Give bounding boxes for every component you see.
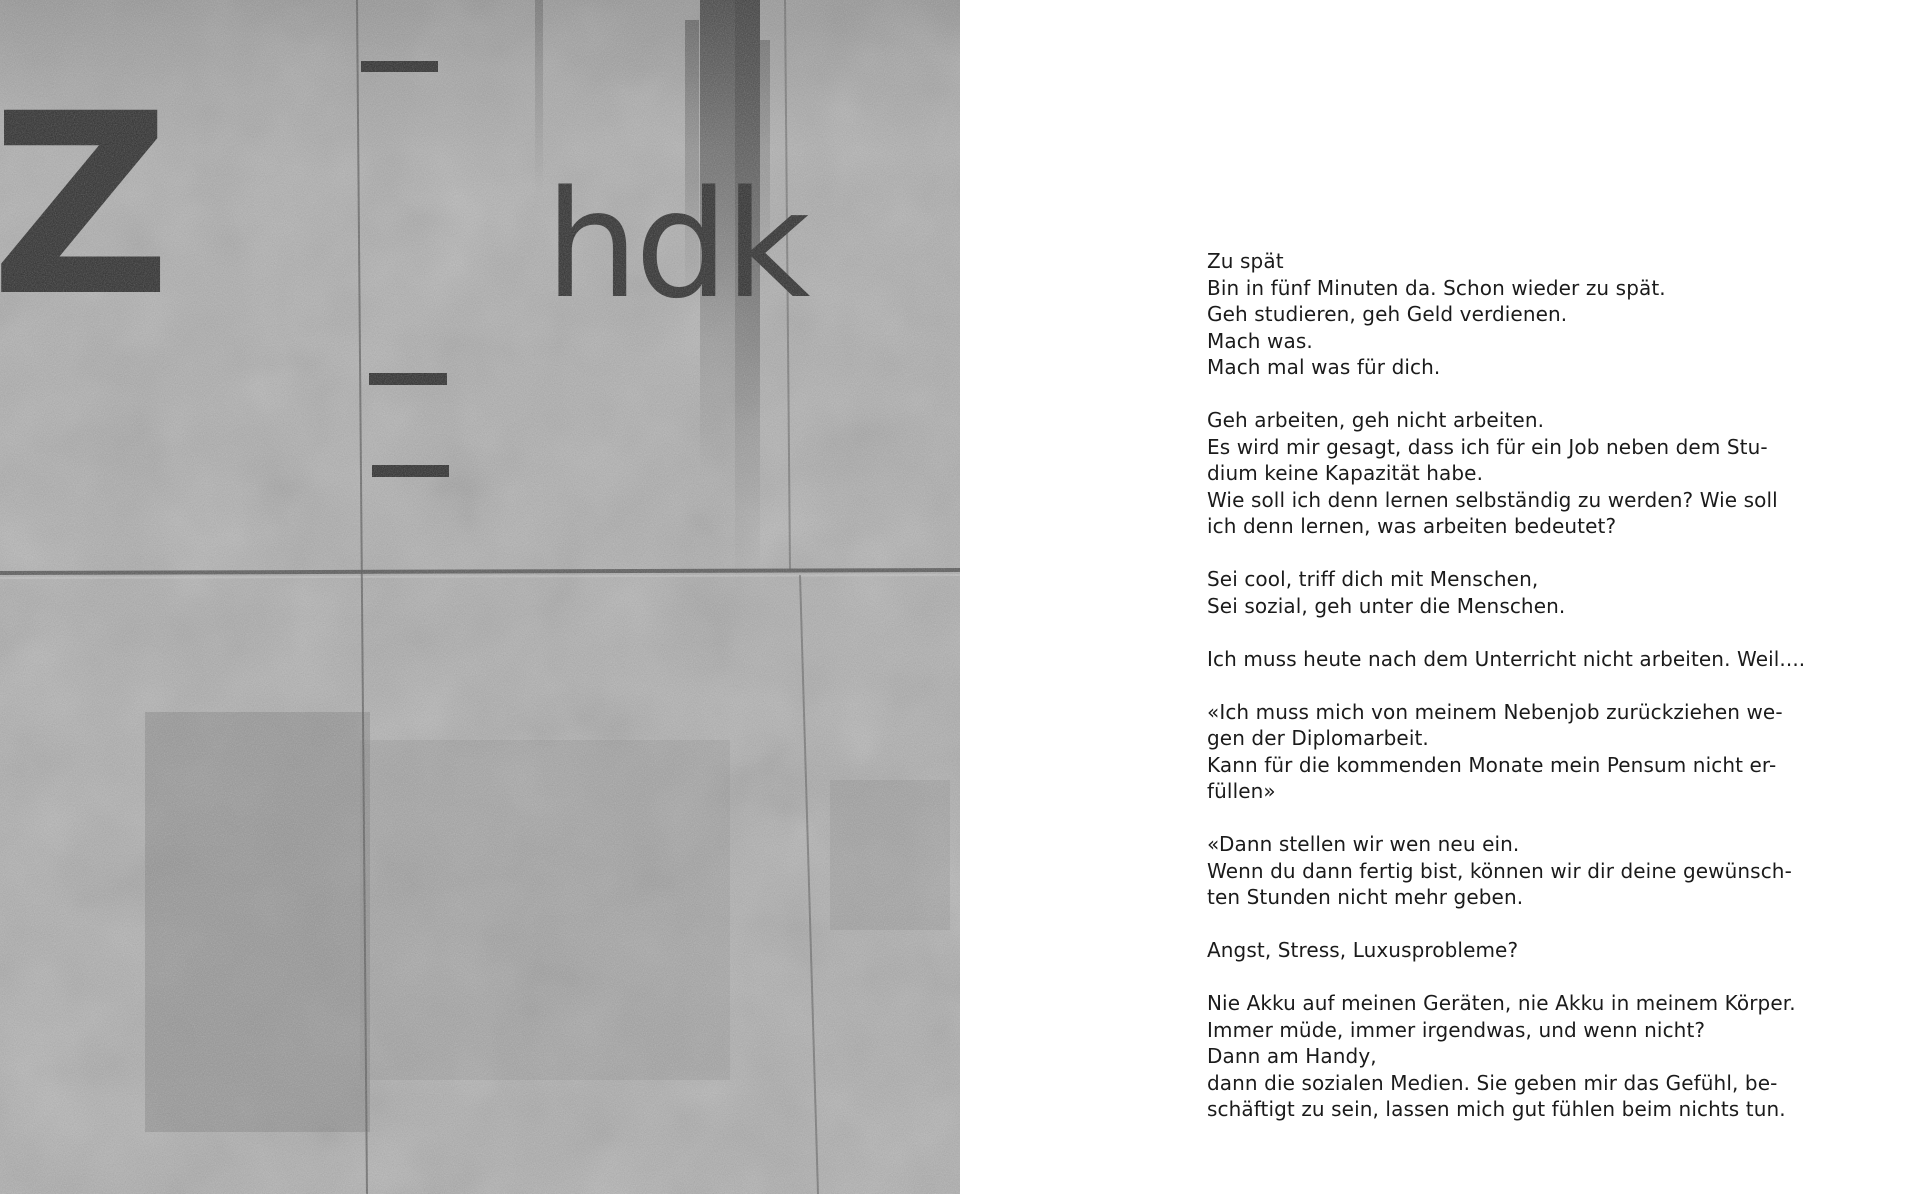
text-line: Kann für die kommenden Monate mein Pensum nicht er-	[1207, 752, 1777, 777]
text-line: ich denn lernen, was arbeiten bedeutet?	[1207, 514, 1617, 538]
stanza	[1207, 699, 1887, 805]
text-line: Nie Akku auf meinen Geräten, nie Akku in meinem Körper.	[1207, 991, 1796, 1015]
text-line: Wie soll ich denn lernen selbständig zu werden? Wie soll	[1207, 487, 1778, 512]
text-line: Geh arbeiten, geh nicht arbeiten.	[1207, 408, 1545, 432]
text-line: Mach mal was für dich.	[1207, 355, 1441, 379]
text-line: füllen»	[1207, 779, 1276, 803]
text-line: gen der Diplomarbeit.	[1207, 726, 1429, 750]
stanza	[1207, 646, 1887, 673]
text-line: schäftigt zu sein, lassen mich gut fühlen beim nichts tun.	[1207, 1097, 1786, 1121]
text-line: ten Stunden nicht mehr geben.	[1207, 885, 1524, 909]
text-line: Wenn du dann fertig bist, können wir dir deine gewünsch-	[1207, 858, 1792, 883]
stanza	[1207, 990, 1887, 1123]
text-line: Geh studieren, geh Geld verdienen.	[1207, 302, 1568, 326]
stanza	[1207, 937, 1887, 964]
text-line: «Dann stellen wir wen neu ein.	[1207, 832, 1520, 856]
text-line: Bin in fünf Minuten da. Schon wieder zu spät.	[1207, 275, 1666, 300]
poem-text	[1207, 248, 1887, 1123]
text-line: Es wird mir gesagt, dass ich für ein Job neben dem Stu-	[1207, 434, 1768, 459]
text-line: Ich muss heute nach dem Unterricht nicht arbeiten. Weil....	[1207, 646, 1806, 671]
text-line: Mach was.	[1207, 328, 1313, 353]
stanza	[1207, 566, 1887, 619]
text-line: dium keine Kapazität habe.	[1207, 461, 1484, 485]
text-line: dann die sozialen Medien. Sie geben mir das Gefühl, be-	[1207, 1070, 1778, 1095]
text-line: Angst, Stress, Luxusprobleme?	[1207, 938, 1519, 962]
stanza	[1207, 407, 1887, 540]
text-line: Dann am Handy,	[1207, 1044, 1377, 1068]
text-line: Sei sozial, geh unter die Menschen.	[1207, 593, 1566, 618]
text-line: Immer müde, immer irgendwas, und wenn nicht?	[1207, 1017, 1706, 1042]
text-line: Zu spät	[1207, 249, 1284, 273]
text-page	[960, 0, 1920, 1194]
text-line: «Ich muss mich von meinem Nebenjob zurückziehen we-	[1207, 699, 1783, 724]
text-line: Sei cool, triff dich mit Menschen,	[1207, 567, 1539, 591]
stanza	[1207, 248, 1887, 381]
stanza	[1207, 831, 1887, 911]
